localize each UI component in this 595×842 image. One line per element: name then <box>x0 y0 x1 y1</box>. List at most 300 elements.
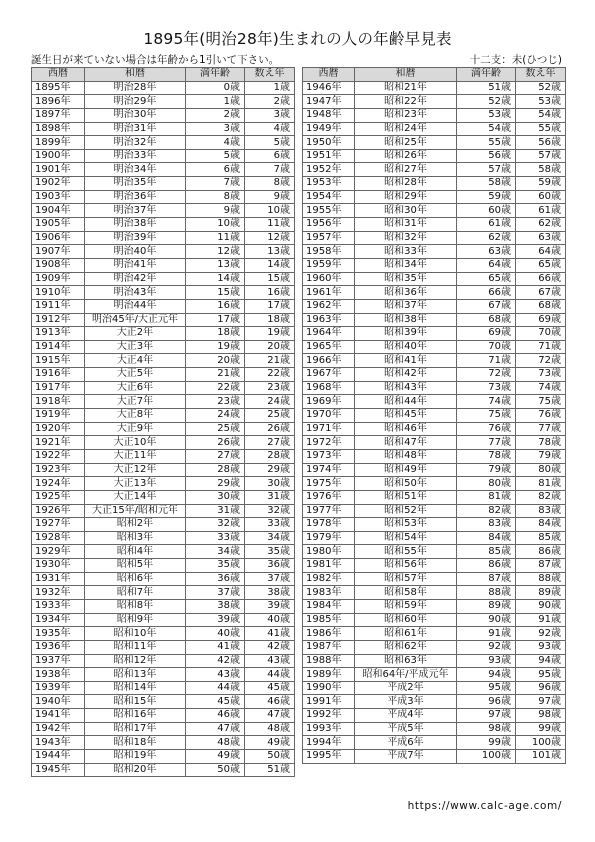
cell-wareki: 大正7年 <box>85 395 186 409</box>
table-row <box>303 108 566 122</box>
cell-man-nenrei: 52歳 <box>457 95 516 109</box>
table-row <box>32 368 295 382</box>
cell-man-nenrei: 56歳 <box>457 149 516 163</box>
cell-kazoedoshi: 93歳 <box>516 640 566 654</box>
cell-wareki: 大正14年 <box>85 490 186 504</box>
cell-wareki: 昭和13年 <box>85 668 186 682</box>
cell-seireki: 1948年 <box>303 108 355 122</box>
table-row <box>32 709 295 723</box>
cell-kazoedoshi: 91歳 <box>516 613 566 627</box>
cell-seireki: 1984年 <box>303 599 355 613</box>
cell-wareki: 大正5年 <box>85 368 186 382</box>
table-row <box>32 258 295 272</box>
table-row <box>32 736 295 750</box>
cell-man-nenrei: 29歳 <box>186 477 245 491</box>
table-row <box>303 722 566 736</box>
table-row <box>32 654 295 668</box>
cell-kazoedoshi: 25歳 <box>245 409 295 423</box>
cell-wareki: 昭和12年 <box>85 654 186 668</box>
cell-man-nenrei: 99歳 <box>457 736 516 750</box>
cell-seireki: 1932年 <box>32 586 85 600</box>
cell-seireki: 1947年 <box>303 95 355 109</box>
cell-wareki: 昭和53年 <box>355 518 457 532</box>
cell-man-nenrei: 68歳 <box>457 313 516 327</box>
cell-man-nenrei: 7歳 <box>186 177 245 191</box>
cell-seireki: 1989年 <box>303 668 355 682</box>
cell-seireki: 1908年 <box>32 258 85 272</box>
cell-seireki: 1976年 <box>303 490 355 504</box>
cell-wareki: 昭和37年 <box>355 299 457 313</box>
table-row <box>303 681 566 695</box>
cell-wareki: 明治32年 <box>85 136 186 150</box>
cell-seireki: 1970年 <box>303 409 355 423</box>
cell-wareki: 昭和33年 <box>355 245 457 259</box>
cell-man-nenrei: 21歳 <box>186 368 245 382</box>
cell-kazoedoshi: 90歳 <box>516 599 566 613</box>
cell-seireki: 1968年 <box>303 381 355 395</box>
table-row <box>303 559 566 573</box>
cell-wareki: 昭和27年 <box>355 163 457 177</box>
cell-seireki: 1993年 <box>303 722 355 736</box>
table-row <box>303 531 566 545</box>
cell-kazoedoshi: 78歳 <box>516 436 566 450</box>
cell-kazoedoshi: 44歳 <box>245 668 295 682</box>
cell-man-nenrei: 30歳 <box>186 490 245 504</box>
table-row <box>303 422 566 436</box>
cell-wareki: 昭和35年 <box>355 272 457 286</box>
cell-wareki: 昭和50年 <box>355 477 457 491</box>
footer-url[interactable]: https://www.calc-age.com/ <box>407 800 562 812</box>
cell-wareki: 昭和8年 <box>85 599 186 613</box>
table-row <box>303 245 566 259</box>
cell-man-nenrei: 3歳 <box>186 122 245 136</box>
cell-man-nenrei: 77歳 <box>457 436 516 450</box>
table-row <box>303 286 566 300</box>
cell-man-nenrei: 15歳 <box>186 286 245 300</box>
cell-kazoedoshi: 69歳 <box>516 313 566 327</box>
cell-seireki: 1986年 <box>303 627 355 641</box>
table-row <box>303 504 566 518</box>
cell-wareki: 昭和28年 <box>355 177 457 191</box>
cell-kazoedoshi: 88歳 <box>516 572 566 586</box>
cell-man-nenrei: 11歳 <box>186 231 245 245</box>
table-row <box>303 572 566 586</box>
table-row <box>32 640 295 654</box>
cell-seireki: 1927年 <box>32 518 85 532</box>
cell-seireki: 1944年 <box>32 750 85 764</box>
cell-seireki: 1901年 <box>32 163 85 177</box>
table-row <box>303 381 566 395</box>
table-row <box>32 313 295 327</box>
header-seireki: 西暦 <box>303 68 355 82</box>
cell-seireki: 1942年 <box>32 722 85 736</box>
cell-wareki: 昭和43年 <box>355 381 457 395</box>
cell-wareki: 昭和39年 <box>355 327 457 341</box>
cell-kazoedoshi: 15歳 <box>245 272 295 286</box>
cell-kazoedoshi: 81歳 <box>516 477 566 491</box>
cell-kazoedoshi: 1歳 <box>245 81 295 95</box>
cell-wareki: 昭和10年 <box>85 627 186 641</box>
cell-man-nenrei: 8歳 <box>186 190 245 204</box>
table-row <box>303 136 566 150</box>
cell-man-nenrei: 98歳 <box>457 722 516 736</box>
table-row <box>32 518 295 532</box>
cell-man-nenrei: 65歳 <box>457 272 516 286</box>
cell-wareki: 昭和25年 <box>355 136 457 150</box>
cell-seireki: 1991年 <box>303 695 355 709</box>
cell-man-nenrei: 40歳 <box>186 627 245 641</box>
cell-wareki: 昭和32年 <box>355 231 457 245</box>
table-row <box>32 122 295 136</box>
cell-kazoedoshi: 8歳 <box>245 177 295 191</box>
cell-man-nenrei: 19歳 <box>186 340 245 354</box>
cell-wareki: 昭和44年 <box>355 395 457 409</box>
table-row <box>32 490 295 504</box>
cell-man-nenrei: 70歳 <box>457 340 516 354</box>
cell-wareki: 昭和30年 <box>355 204 457 218</box>
cell-kazoedoshi: 23歳 <box>245 381 295 395</box>
cell-kazoedoshi: 5歳 <box>245 136 295 150</box>
table-row <box>303 218 566 232</box>
cell-wareki: 昭和18年 <box>85 736 186 750</box>
cell-man-nenrei: 83歳 <box>457 518 516 532</box>
cell-man-nenrei: 58歳 <box>457 177 516 191</box>
cell-man-nenrei: 67歳 <box>457 299 516 313</box>
cell-seireki: 1926年 <box>32 504 85 518</box>
table-row <box>32 722 295 736</box>
table-row <box>32 599 295 613</box>
cell-seireki: 1990年 <box>303 681 355 695</box>
cell-wareki: 昭和11年 <box>85 640 186 654</box>
cell-seireki: 1936年 <box>32 640 85 654</box>
table-row <box>303 368 566 382</box>
cell-seireki: 1950年 <box>303 136 355 150</box>
cell-wareki: 明治40年 <box>85 245 186 259</box>
table-row <box>32 108 295 122</box>
table-row <box>303 163 566 177</box>
table-row <box>303 231 566 245</box>
cell-wareki: 昭和26年 <box>355 149 457 163</box>
cell-wareki: 昭和16年 <box>85 709 186 723</box>
cell-kazoedoshi: 61歳 <box>516 204 566 218</box>
cell-wareki: 大正3年 <box>85 340 186 354</box>
cell-kazoedoshi: 47歳 <box>245 709 295 723</box>
cell-man-nenrei: 100歳 <box>457 750 516 764</box>
cell-seireki: 1988年 <box>303 654 355 668</box>
table-row <box>303 695 566 709</box>
cell-man-nenrei: 86歳 <box>457 559 516 573</box>
cell-wareki: 昭和6年 <box>85 572 186 586</box>
cell-kazoedoshi: 52歳 <box>516 81 566 95</box>
cell-kazoedoshi: 51歳 <box>245 763 295 777</box>
cell-kazoedoshi: 38歳 <box>245 586 295 600</box>
table-row <box>303 490 566 504</box>
table-row <box>32 504 295 518</box>
cell-seireki: 1969年 <box>303 395 355 409</box>
cell-kazoedoshi: 71歳 <box>516 340 566 354</box>
cell-kazoedoshi: 35歳 <box>245 545 295 559</box>
cell-wareki: 平成7年 <box>355 750 457 764</box>
cell-kazoedoshi: 98歳 <box>516 709 566 723</box>
table-row <box>32 572 295 586</box>
cell-man-nenrei: 74歳 <box>457 395 516 409</box>
cell-kazoedoshi: 68歳 <box>516 299 566 313</box>
table-row <box>303 586 566 600</box>
cell-wareki: 昭和23年 <box>355 108 457 122</box>
zodiac-label: 十二支： <box>469 54 512 66</box>
cell-wareki: 明治35年 <box>85 177 186 191</box>
cell-seireki: 1946年 <box>303 81 355 95</box>
cell-wareki: 平成4年 <box>355 709 457 723</box>
cell-kazoedoshi: 6歳 <box>245 149 295 163</box>
cell-seireki: 1985年 <box>303 613 355 627</box>
table-row <box>303 668 566 682</box>
cell-seireki: 1982年 <box>303 572 355 586</box>
cell-kazoedoshi: 100歳 <box>516 736 566 750</box>
table-row <box>32 449 295 463</box>
cell-kazoedoshi: 43歳 <box>245 654 295 668</box>
cell-man-nenrei: 38歳 <box>186 599 245 613</box>
cell-wareki: 大正8年 <box>85 409 186 423</box>
cell-seireki: 1987年 <box>303 640 355 654</box>
cell-kazoedoshi: 97歳 <box>516 695 566 709</box>
cell-seireki: 1916年 <box>32 368 85 382</box>
cell-kazoedoshi: 45歳 <box>245 681 295 695</box>
cell-kazoedoshi: 72歳 <box>516 354 566 368</box>
table-row <box>303 736 566 750</box>
table-row <box>32 340 295 354</box>
cell-man-nenrei: 0歳 <box>186 81 245 95</box>
cell-seireki: 1928年 <box>32 531 85 545</box>
cell-man-nenrei: 49歳 <box>186 750 245 764</box>
cell-kazoedoshi: 94歳 <box>516 654 566 668</box>
cell-man-nenrei: 95歳 <box>457 681 516 695</box>
cell-seireki: 1896年 <box>32 95 85 109</box>
cell-man-nenrei: 33歳 <box>186 531 245 545</box>
table-row <box>303 354 566 368</box>
cell-kazoedoshi: 48歳 <box>245 722 295 736</box>
cell-wareki: 明治42年 <box>85 272 186 286</box>
table-row <box>32 177 295 191</box>
cell-seireki: 1918年 <box>32 395 85 409</box>
cell-seireki: 1956年 <box>303 218 355 232</box>
cell-man-nenrei: 23歳 <box>186 395 245 409</box>
table-row <box>303 258 566 272</box>
table-row <box>303 190 566 204</box>
cell-kazoedoshi: 66歳 <box>516 272 566 286</box>
cell-wareki: 明治31年 <box>85 122 186 136</box>
cell-seireki: 1895年 <box>32 81 85 95</box>
table-row <box>303 299 566 313</box>
cell-seireki: 1919年 <box>32 409 85 423</box>
cell-seireki: 1945年 <box>32 763 85 777</box>
cell-wareki: 明治38年 <box>85 218 186 232</box>
cell-kazoedoshi: 14歳 <box>245 258 295 272</box>
cell-wareki: 昭和56年 <box>355 559 457 573</box>
cell-kazoedoshi: 83歳 <box>516 504 566 518</box>
table-row <box>303 149 566 163</box>
cell-seireki: 1953年 <box>303 177 355 191</box>
cell-seireki: 1979年 <box>303 531 355 545</box>
cell-man-nenrei: 73歳 <box>457 381 516 395</box>
cell-wareki: 大正15年/昭和元年 <box>85 504 186 518</box>
cell-man-nenrei: 43歳 <box>186 668 245 682</box>
table-row <box>32 272 295 286</box>
cell-man-nenrei: 97歳 <box>457 709 516 723</box>
cell-man-nenrei: 64歳 <box>457 258 516 272</box>
cell-kazoedoshi: 53歳 <box>516 95 566 109</box>
cell-man-nenrei: 35歳 <box>186 559 245 573</box>
cell-kazoedoshi: 57歳 <box>516 149 566 163</box>
cell-wareki: 大正9年 <box>85 422 186 436</box>
cell-man-nenrei: 13歳 <box>186 258 245 272</box>
cell-wareki: 明治41年 <box>85 258 186 272</box>
cell-kazoedoshi: 31歳 <box>245 490 295 504</box>
cell-kazoedoshi: 4歳 <box>245 122 295 136</box>
cell-seireki: 1974年 <box>303 463 355 477</box>
cell-man-nenrei: 72歳 <box>457 368 516 382</box>
cell-man-nenrei: 22歳 <box>186 381 245 395</box>
cell-kazoedoshi: 9歳 <box>245 190 295 204</box>
cell-man-nenrei: 9歳 <box>186 204 245 218</box>
age-table-left <box>31 67 295 777</box>
cell-man-nenrei: 88歳 <box>457 586 516 600</box>
cell-man-nenrei: 80歳 <box>457 477 516 491</box>
table-row <box>32 395 295 409</box>
cell-seireki: 1995年 <box>303 750 355 764</box>
table-row <box>303 313 566 327</box>
cell-man-nenrei: 12歳 <box>186 245 245 259</box>
table-row <box>32 695 295 709</box>
cell-man-nenrei: 45歳 <box>186 695 245 709</box>
cell-seireki: 1912年 <box>32 313 85 327</box>
cell-man-nenrei: 63歳 <box>457 245 516 259</box>
cell-man-nenrei: 2歳 <box>186 108 245 122</box>
cell-kazoedoshi: 12歳 <box>245 231 295 245</box>
cell-kazoedoshi: 96歳 <box>516 681 566 695</box>
cell-kazoedoshi: 92歳 <box>516 627 566 641</box>
table-row <box>303 449 566 463</box>
cell-man-nenrei: 71歳 <box>457 354 516 368</box>
cell-man-nenrei: 48歳 <box>186 736 245 750</box>
cell-wareki: 昭和40年 <box>355 340 457 354</box>
table-row <box>32 559 295 573</box>
cell-wareki: 昭和57年 <box>355 572 457 586</box>
cell-wareki: 平成6年 <box>355 736 457 750</box>
cell-seireki: 1933年 <box>32 599 85 613</box>
cell-kazoedoshi: 99歳 <box>516 722 566 736</box>
cell-man-nenrei: 85歳 <box>457 545 516 559</box>
table-row <box>32 299 295 313</box>
cell-man-nenrei: 37歳 <box>186 586 245 600</box>
header-man-nenrei: 満年齢 <box>457 68 516 82</box>
cell-man-nenrei: 51歳 <box>457 81 516 95</box>
header-man-nenrei: 満年齢 <box>186 68 245 82</box>
table-row <box>303 177 566 191</box>
cell-kazoedoshi: 41歳 <box>245 627 295 641</box>
table-row <box>32 668 295 682</box>
cell-seireki: 1963年 <box>303 313 355 327</box>
cell-kazoedoshi: 30歳 <box>245 477 295 491</box>
cell-man-nenrei: 16歳 <box>186 299 245 313</box>
cell-kazoedoshi: 59歳 <box>516 177 566 191</box>
cell-man-nenrei: 69歳 <box>457 327 516 341</box>
table-row <box>32 422 295 436</box>
table-row <box>32 586 295 600</box>
cell-wareki: 昭和58年 <box>355 586 457 600</box>
cell-seireki: 1909年 <box>32 272 85 286</box>
cell-seireki: 1898年 <box>32 122 85 136</box>
cell-man-nenrei: 18歳 <box>186 327 245 341</box>
cell-man-nenrei: 34歳 <box>186 545 245 559</box>
cell-kazoedoshi: 3歳 <box>245 108 295 122</box>
cell-wareki: 昭和3年 <box>85 531 186 545</box>
table-row <box>32 204 295 218</box>
cell-kazoedoshi: 39歳 <box>245 599 295 613</box>
cell-seireki: 1975年 <box>303 477 355 491</box>
cell-kazoedoshi: 21歳 <box>245 354 295 368</box>
cell-man-nenrei: 90歳 <box>457 613 516 627</box>
cell-kazoedoshi: 56歳 <box>516 136 566 150</box>
table-body-right <box>303 81 566 763</box>
cell-seireki: 1977年 <box>303 504 355 518</box>
cell-wareki: 明治30年 <box>85 108 186 122</box>
cell-kazoedoshi: 75歳 <box>516 395 566 409</box>
cell-seireki: 1978年 <box>303 518 355 532</box>
cell-seireki: 1980年 <box>303 545 355 559</box>
cell-man-nenrei: 41歳 <box>186 640 245 654</box>
cell-kazoedoshi: 54歳 <box>516 108 566 122</box>
cell-kazoedoshi: 62歳 <box>516 218 566 232</box>
cell-kazoedoshi: 18歳 <box>245 313 295 327</box>
table-row <box>32 327 295 341</box>
cell-kazoedoshi: 16歳 <box>245 286 295 300</box>
cell-seireki: 1911年 <box>32 299 85 313</box>
table-row <box>32 95 295 109</box>
cell-man-nenrei: 79歳 <box>457 463 516 477</box>
cell-wareki: 昭和24年 <box>355 122 457 136</box>
table-row <box>32 190 295 204</box>
table-row <box>32 81 295 95</box>
table-row <box>32 409 295 423</box>
cell-kazoedoshi: 73歳 <box>516 368 566 382</box>
cell-kazoedoshi: 34歳 <box>245 531 295 545</box>
cell-man-nenrei: 1歳 <box>186 95 245 109</box>
cell-seireki: 1938年 <box>32 668 85 682</box>
cell-wareki: 昭和7年 <box>85 586 186 600</box>
table-row <box>303 518 566 532</box>
cell-wareki: 昭和2年 <box>85 518 186 532</box>
table-row <box>303 599 566 613</box>
table-row <box>303 709 566 723</box>
cell-wareki: 昭和64年/平成元年 <box>355 668 457 682</box>
cell-seireki: 1964年 <box>303 327 355 341</box>
cell-man-nenrei: 89歳 <box>457 599 516 613</box>
table-row <box>303 395 566 409</box>
table-row <box>32 149 295 163</box>
cell-seireki: 1920年 <box>32 422 85 436</box>
table-row <box>303 81 566 95</box>
cell-seireki: 1972年 <box>303 436 355 450</box>
cell-seireki: 1915年 <box>32 354 85 368</box>
cell-man-nenrei: 10歳 <box>186 218 245 232</box>
cell-man-nenrei: 60歳 <box>457 204 516 218</box>
cell-man-nenrei: 31歳 <box>186 504 245 518</box>
header-seireki: 西暦 <box>32 68 85 82</box>
cell-kazoedoshi: 65歳 <box>516 258 566 272</box>
cell-man-nenrei: 84歳 <box>457 531 516 545</box>
cell-man-nenrei: 44歳 <box>186 681 245 695</box>
